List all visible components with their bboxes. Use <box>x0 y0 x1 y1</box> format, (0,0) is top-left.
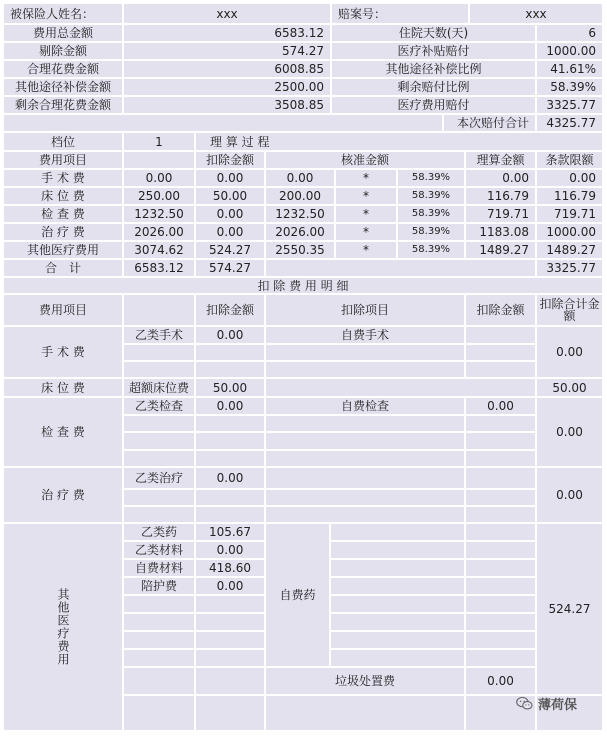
detail-self-drug: 自费药 <box>265 523 330 667</box>
detail-exam-self: 自费检查 <box>265 397 465 415</box>
watermark <box>516 694 577 713</box>
summary-label: 其他途径补偿金额 <box>3 78 123 96</box>
summary-label: 费用总金额 <box>3 24 123 42</box>
blank-cell <box>330 595 465 613</box>
blank-cell <box>123 450 195 467</box>
summary-label: 剔除金额 <box>3 42 123 60</box>
process-op: * <box>335 205 397 223</box>
detail-treat-sub-value: 0.00 <box>195 467 265 489</box>
process-deduct: 524.27 <box>195 241 265 259</box>
summary-value: 6008.85 <box>123 60 331 78</box>
blank-cell <box>265 506 465 523</box>
blank-cell <box>465 631 536 649</box>
summary-value: 574.27 <box>123 42 331 60</box>
blank-cell <box>330 559 465 577</box>
detail-other-value: 0.00 <box>195 541 265 559</box>
insured-name-value: xxx <box>123 3 331 24</box>
blank-cell <box>465 523 536 541</box>
summary-value: 3325.77 <box>536 96 603 114</box>
watermark-text: 薄荷保 <box>538 698 578 713</box>
summary-value: 6 <box>536 24 603 42</box>
blank-cell <box>265 415 465 432</box>
blank-cell <box>195 432 265 450</box>
process-deduct: 0.00 <box>195 205 265 223</box>
blank-cell <box>330 523 465 541</box>
summary-value: 6583.12 <box>123 24 331 42</box>
col-header-calc: 理算金额 <box>465 151 536 169</box>
process-item: 治 疗 费 <box>3 223 123 241</box>
blank-cell <box>123 631 195 649</box>
blank-cell <box>265 361 465 378</box>
blank-cell <box>195 361 265 378</box>
process-approved: 2026.00 <box>265 223 335 241</box>
process-op: * <box>335 169 397 187</box>
blank-cell <box>330 649 465 667</box>
process-approved: 2550.35 <box>265 241 335 259</box>
summary-label: 剩余赔付比例 <box>331 78 536 96</box>
detail-other-item: 自费材料 <box>123 559 195 577</box>
claim-number-label: 赔案号： <box>331 3 469 24</box>
blank-cell <box>465 361 536 378</box>
spacer <box>3 114 443 132</box>
blank-cell <box>265 695 465 731</box>
process-deduct: 0.00 <box>195 169 265 187</box>
process-approved: 0.00 <box>265 169 335 187</box>
blank-cell <box>465 559 536 577</box>
detail-other-value: 418.60 <box>195 559 265 577</box>
blank-cell <box>465 467 536 489</box>
detail-header-total: 扣除合计金额 <box>536 294 603 326</box>
process-op: * <box>335 187 397 205</box>
process-op: * <box>335 223 397 241</box>
blank-cell <box>465 432 536 450</box>
detail-surgery-total: 0.00 <box>536 326 603 378</box>
detail-surgery-sub: 乙类手术 <box>123 326 195 344</box>
blank-cell <box>465 649 536 667</box>
process-amount: 0.00 <box>123 169 195 187</box>
summary-label: 住院天数(天) <box>331 24 536 42</box>
blank-cell <box>123 344 195 361</box>
process-deduct: 0.00 <box>195 223 265 241</box>
blank-cell <box>123 595 195 613</box>
detail-exam-self-value: 0.00 <box>465 397 536 415</box>
detail-bed-sub-value: 50.00 <box>195 378 265 397</box>
blank-cell <box>265 489 465 506</box>
process-total-amount: 6583.12 <box>123 259 195 277</box>
detail-header-deduct: 扣除金额 <box>195 294 265 326</box>
process-title: 理 算 过 程 <box>195 132 603 151</box>
blank-cell <box>265 467 465 489</box>
process-limit: 719.71 <box>536 205 603 223</box>
blank-cell <box>123 151 195 169</box>
process-op: * <box>335 241 397 259</box>
process-calc: 1489.27 <box>465 241 536 259</box>
blank-cell <box>330 577 465 595</box>
detail-exam-sub-value: 0.00 <box>195 397 265 415</box>
detail-bed-label: 床 位 费 <box>3 378 123 397</box>
col-header-limit: 条款限额 <box>536 151 603 169</box>
detail-surgery-self: 自费手术 <box>265 326 465 344</box>
detail-treat-sub: 乙类治疗 <box>123 467 195 489</box>
process-ratio: 58.39% <box>397 187 465 205</box>
detail-other-item: 陪护费 <box>123 577 195 595</box>
detail-other-label-text: 其他医疗费用 <box>56 588 70 666</box>
blank-cell <box>465 613 536 631</box>
blank-cell <box>195 450 265 467</box>
detail-title: 扣 除 费 用 明 细 <box>3 277 603 294</box>
process-limit: 0.00 <box>536 169 603 187</box>
process-calc: 719.71 <box>465 205 536 223</box>
blank-cell <box>195 344 265 361</box>
claim-settlement-sheet <box>3 3 603 731</box>
detail-surgery-sub-value: 0.00 <box>195 326 265 344</box>
detail-waste-label: 垃圾处置费 <box>265 667 465 695</box>
blank-cell <box>195 415 265 432</box>
blank-cell <box>265 344 465 361</box>
process-amount: 1232.50 <box>123 205 195 223</box>
process-calc: 0.00 <box>465 169 536 187</box>
detail-exam-label: 检 查 费 <box>3 397 123 467</box>
detail-other-total: 524.27 <box>536 523 603 695</box>
process-ratio: 58.39% <box>397 241 465 259</box>
blank-cell <box>465 344 536 361</box>
detail-waste-value: 0.00 <box>465 667 536 695</box>
process-total-limit: 3325.77 <box>536 259 603 277</box>
blank-cell <box>123 506 195 523</box>
detail-bed-sub: 超额床位费 <box>123 378 195 397</box>
blank-cell <box>465 541 536 559</box>
blank-cell <box>465 450 536 467</box>
blank-cell <box>265 432 465 450</box>
blank-cell <box>195 631 265 649</box>
blank-cell <box>123 361 195 378</box>
summary-label: 合理花费金额 <box>3 60 123 78</box>
blank-cell <box>123 489 195 506</box>
process-amount: 3074.62 <box>123 241 195 259</box>
detail-other-item: 乙类药 <box>123 523 195 541</box>
tier-label: 档位 <box>3 132 123 151</box>
blank-cell <box>123 415 195 432</box>
detail-exam-total: 0.00 <box>536 397 603 467</box>
process-amount: 250.00 <box>123 187 195 205</box>
process-limit: 1000.00 <box>536 223 603 241</box>
blank-cell <box>195 667 265 695</box>
process-calc: 116.79 <box>465 187 536 205</box>
process-total-label: 合 计 <box>3 259 123 277</box>
col-header-item: 费用项目 <box>3 151 123 169</box>
summary-value: 41.61% <box>536 60 603 78</box>
col-header-deduct: 扣除金额 <box>195 151 265 169</box>
blank-cell <box>465 506 536 523</box>
summary-label: 医疗费用赔付 <box>331 96 536 114</box>
process-deduct: 50.00 <box>195 187 265 205</box>
process-item: 手 术 费 <box>3 169 123 187</box>
total-payout-value: 4325.77 <box>536 114 603 132</box>
process-ratio: 58.39% <box>397 205 465 223</box>
detail-header-item: 费用项目 <box>3 294 123 326</box>
blank-cell <box>195 613 265 631</box>
blank-cell <box>123 294 195 326</box>
wechat-icon <box>516 696 533 711</box>
blank-cell <box>195 489 265 506</box>
process-approved: 200.00 <box>265 187 335 205</box>
detail-other-value: 0.00 <box>195 577 265 595</box>
blank-cell <box>465 595 536 613</box>
total-payout-label: 本次赔付合计 <box>443 114 536 132</box>
process-limit: 116.79 <box>536 187 603 205</box>
summary-label: 其他途径补偿比例 <box>331 60 536 78</box>
blank-cell <box>265 259 536 277</box>
blank-cell <box>195 695 265 731</box>
process-total-deduct: 574.27 <box>195 259 265 277</box>
detail-exam-sub: 乙类检查 <box>123 397 195 415</box>
summary-label: 剩余合理花费金额 <box>3 96 123 114</box>
blank-cell <box>465 326 536 344</box>
blank-cell <box>123 695 195 731</box>
process-approved: 1232.50 <box>265 205 335 223</box>
claim-number-value: xxx <box>469 3 603 24</box>
process-item: 检 查 费 <box>3 205 123 223</box>
blank-cell <box>195 649 265 667</box>
summary-value: 3508.85 <box>123 96 331 114</box>
detail-other-value: 105.67 <box>195 523 265 541</box>
process-calc: 1183.08 <box>465 223 536 241</box>
process-item: 床 位 费 <box>3 187 123 205</box>
blank-cell <box>123 667 195 695</box>
blank-cell <box>465 489 536 506</box>
blank-cell <box>465 415 536 432</box>
detail-header-deduct2: 扣除金额 <box>465 294 536 326</box>
process-amount: 2026.00 <box>123 223 195 241</box>
blank-cell <box>330 631 465 649</box>
blank-cell <box>123 649 195 667</box>
summary-value: 2500.00 <box>123 78 331 96</box>
col-header-approved: 核准金额 <box>265 151 465 169</box>
detail-header-deduct-item: 扣除项目 <box>265 294 465 326</box>
process-ratio: 58.39% <box>397 223 465 241</box>
blank-cell <box>265 378 536 397</box>
summary-label: 医疗补贴赔付 <box>331 42 536 60</box>
insured-name-label: 被保险人姓名： <box>3 3 123 24</box>
process-limit: 1489.27 <box>536 241 603 259</box>
detail-other-item: 乙类材料 <box>123 541 195 559</box>
detail-other-label <box>3 523 123 731</box>
blank-cell <box>465 577 536 595</box>
blank-cell <box>330 541 465 559</box>
process-ratio: 58.39% <box>397 169 465 187</box>
process-item: 其他医疗费用 <box>3 241 123 259</box>
summary-value: 58.39% <box>536 78 603 96</box>
tier-value: 1 <box>123 132 195 151</box>
blank-cell <box>123 613 195 631</box>
summary-value: 1000.00 <box>536 42 603 60</box>
detail-surgery-label: 手 术 费 <box>3 326 123 378</box>
blank-cell <box>195 506 265 523</box>
blank-cell <box>330 613 465 631</box>
blank-cell <box>265 450 465 467</box>
blank-cell <box>123 432 195 450</box>
detail-treat-total: 0.00 <box>536 467 603 523</box>
detail-treat-label: 治 疗 费 <box>3 467 123 523</box>
blank-cell <box>195 595 265 613</box>
detail-bed-total: 50.00 <box>536 378 603 397</box>
